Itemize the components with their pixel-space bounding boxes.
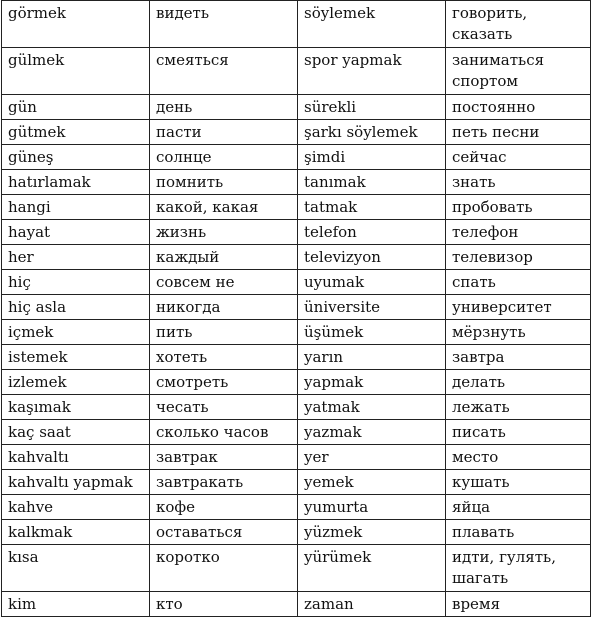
turkish-word-cell: yapmak — [298, 370, 446, 395]
russian-translation-cell: смотреть — [150, 370, 298, 395]
turkish-word-cell: üşümek — [298, 320, 446, 345]
russian-translation-cell: помнить — [150, 170, 298, 195]
table-row — [2, 170, 591, 195]
russian-translation-cell: кто — [150, 592, 298, 617]
table-row — [2, 95, 591, 120]
turkish-word-cell: şarkı söylemek — [298, 120, 446, 145]
turkish-word-cell: hangi — [2, 195, 150, 220]
table-row — [2, 370, 591, 395]
russian-translation-cell: жизнь — [150, 220, 298, 245]
russian-translation-cell: пробовать — [446, 195, 591, 220]
russian-translation-cell: постоянно — [446, 95, 591, 120]
turkish-word-cell: yazmak — [298, 420, 446, 445]
turkish-word-cell: yumurta — [298, 495, 446, 520]
table-row — [2, 145, 591, 170]
russian-translation-cell: день — [150, 95, 298, 120]
turkish-word-cell: yürümek — [298, 545, 446, 592]
table-row — [2, 470, 591, 495]
turkish-word-cell: gülmek — [2, 48, 150, 95]
turkish-word-cell: içmek — [2, 320, 150, 345]
turkish-word-cell: yemek — [298, 470, 446, 495]
table-row — [2, 48, 591, 95]
russian-translation-cell: мёрзнуть — [446, 320, 591, 345]
table-row — [2, 545, 591, 592]
table-row — [2, 1, 591, 48]
table-row — [2, 345, 591, 370]
russian-translation-cell: идти, гулять, шагать — [446, 545, 591, 592]
russian-translation-cell: сколько часов — [150, 420, 298, 445]
turkish-word-cell: kim — [2, 592, 150, 617]
russian-translation-cell: яйца — [446, 495, 591, 520]
turkish-word-cell: tatmak — [298, 195, 446, 220]
russian-translation-cell: место — [446, 445, 591, 470]
russian-translation-cell: петь песни — [446, 120, 591, 145]
table-row — [2, 420, 591, 445]
turkish-word-cell: hiç asla — [2, 295, 150, 320]
turkish-word-cell: kaç saat — [2, 420, 150, 445]
turkish-word-cell: kahvaltı yapmak — [2, 470, 150, 495]
turkish-word-cell: zaman — [298, 592, 446, 617]
russian-translation-cell: кофе — [150, 495, 298, 520]
turkish-word-cell: telefon — [298, 220, 446, 245]
table-row — [2, 395, 591, 420]
table-row — [2, 120, 591, 145]
russian-translation-cell: никогда — [150, 295, 298, 320]
turkish-word-cell: kahve — [2, 495, 150, 520]
table-row — [2, 195, 591, 220]
russian-translation-cell: писать — [446, 420, 591, 445]
turkish-word-cell: izlemek — [2, 370, 150, 395]
russian-translation-cell: смеяться — [150, 48, 298, 95]
turkish-word-cell: kaşımak — [2, 395, 150, 420]
turkish-word-cell: kısa — [2, 545, 150, 592]
russian-translation-cell: лежать — [446, 395, 591, 420]
russian-translation-cell: каждый — [150, 245, 298, 270]
russian-translation-cell: завтра — [446, 345, 591, 370]
russian-translation-cell: завтракать — [150, 470, 298, 495]
russian-translation-cell: телевизор — [446, 245, 591, 270]
russian-translation-cell: чесать — [150, 395, 298, 420]
turkish-word-cell: görmek — [2, 1, 150, 48]
russian-translation-cell: солнце — [150, 145, 298, 170]
russian-translation-cell: знать — [446, 170, 591, 195]
table-row — [2, 520, 591, 545]
turkish-word-cell: tanımak — [298, 170, 446, 195]
russian-translation-cell: спать — [446, 270, 591, 295]
turkish-word-cell: televizyon — [298, 245, 446, 270]
turkish-word-cell: şimdi — [298, 145, 446, 170]
turkish-word-cell: söylemek — [298, 1, 446, 48]
russian-translation-cell: пить — [150, 320, 298, 345]
table-row — [2, 495, 591, 520]
table-row — [2, 445, 591, 470]
russian-translation-cell: говорить, сказать — [446, 1, 591, 48]
russian-translation-cell: оставаться — [150, 520, 298, 545]
table-row — [2, 270, 591, 295]
turkish-word-cell: üniversite — [298, 295, 446, 320]
turkish-word-cell: sürekli — [298, 95, 446, 120]
russian-translation-cell: плавать — [446, 520, 591, 545]
turkish-word-cell: yatmak — [298, 395, 446, 420]
russian-translation-cell: университет — [446, 295, 591, 320]
russian-translation-cell: время — [446, 592, 591, 617]
russian-translation-cell: пасти — [150, 120, 298, 145]
table-row — [2, 220, 591, 245]
turkish-word-cell: yüzmek — [298, 520, 446, 545]
table-row — [2, 295, 591, 320]
russian-translation-cell: хотеть — [150, 345, 298, 370]
turkish-word-cell: yer — [298, 445, 446, 470]
russian-translation-cell: завтрак — [150, 445, 298, 470]
russian-translation-cell: заниматься спортом — [446, 48, 591, 95]
russian-translation-cell: видеть — [150, 1, 298, 48]
turkish-word-cell: gütmek — [2, 120, 150, 145]
turkish-word-cell: hiç — [2, 270, 150, 295]
turkish-word-cell: her — [2, 245, 150, 270]
russian-translation-cell: сейчас — [446, 145, 591, 170]
russian-translation-cell: какой, какая — [150, 195, 298, 220]
turkish-word-cell: kalkmak — [2, 520, 150, 545]
turkish-word-cell: gün — [2, 95, 150, 120]
table-row — [2, 245, 591, 270]
turkish-word-cell: kahvaltı — [2, 445, 150, 470]
russian-translation-cell: делать — [446, 370, 591, 395]
turkish-word-cell: spor yapmak — [298, 48, 446, 95]
turkish-word-cell: istemek — [2, 345, 150, 370]
russian-translation-cell: телефон — [446, 220, 591, 245]
table-row — [2, 592, 591, 617]
turkish-word-cell: hayat — [2, 220, 150, 245]
turkish-word-cell: hatırlamak — [2, 170, 150, 195]
turkish-word-cell: uyumak — [298, 270, 446, 295]
vocabulary-table-body — [2, 1, 591, 617]
table-row — [2, 320, 591, 345]
russian-translation-cell: кушать — [446, 470, 591, 495]
turkish-word-cell: yarın — [298, 345, 446, 370]
turkish-word-cell: güneş — [2, 145, 150, 170]
vocabulary-table — [1, 0, 591, 617]
russian-translation-cell: коротко — [150, 545, 298, 592]
russian-translation-cell: совсем не — [150, 270, 298, 295]
